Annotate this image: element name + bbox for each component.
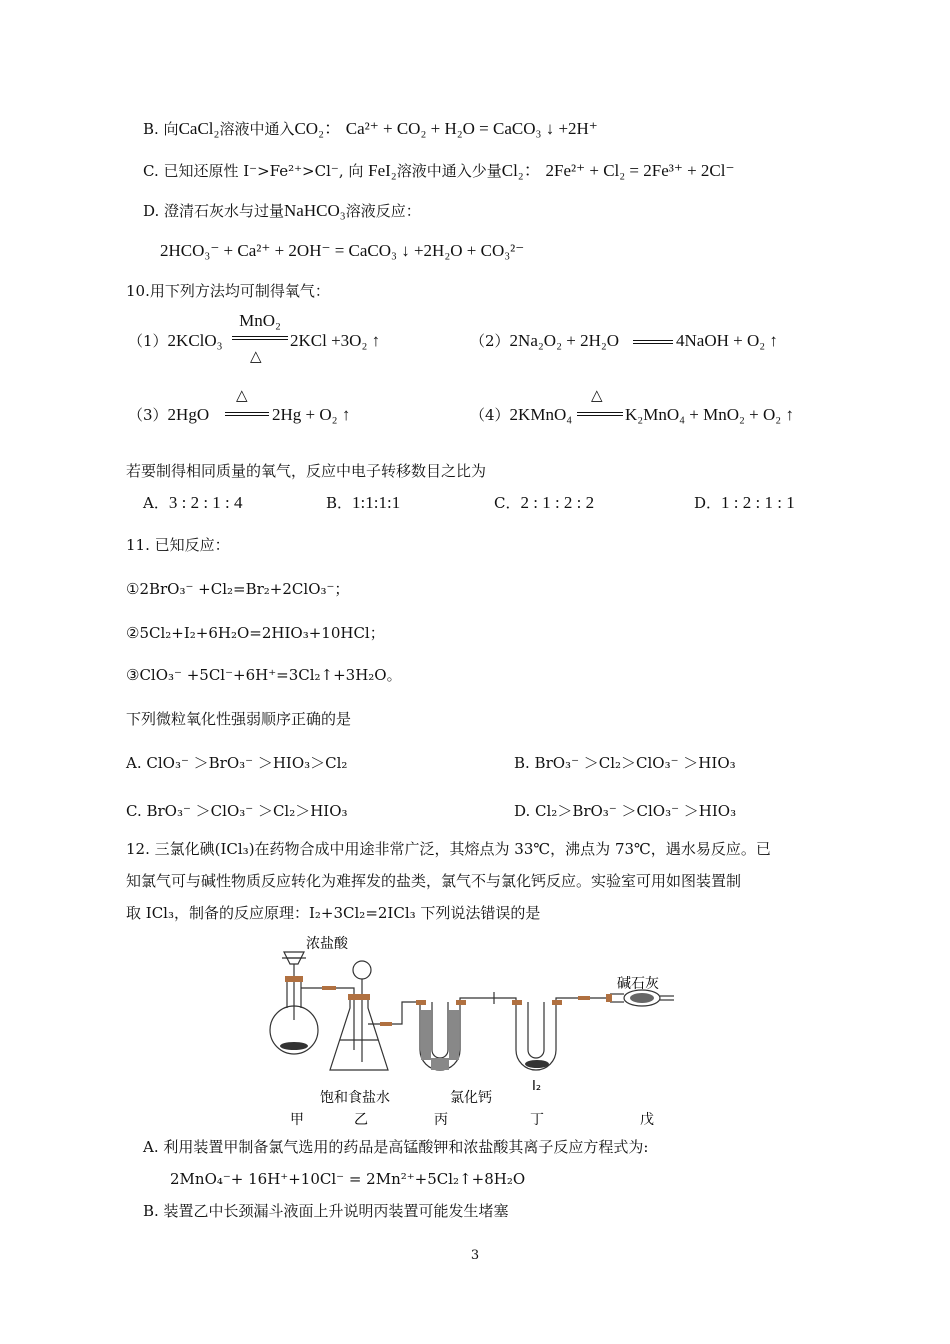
q11-reaction-3: ③ClO₃⁻ +5Cl⁻+6H⁺=3Cl₂↑+3H₂O。 bbox=[126, 666, 402, 684]
q10-r3-products: 2Hg + O₂ ↑ bbox=[272, 405, 351, 424]
q10-r3-heat: △ bbox=[236, 386, 248, 404]
q10-r1-heat: △ bbox=[250, 347, 262, 365]
label-iodine: I₂ bbox=[532, 1079, 542, 1094]
q10-option-b: B．1:1:1:1 bbox=[326, 493, 401, 512]
q12-stem-line-2: 知氯气可与碱性物质反应转化为难挥发的盐类，氯气不与氯化钙反应。实验室可用如图装置制 bbox=[126, 872, 742, 890]
q10-r1-products: 2KCl +3O₂ ↑ bbox=[290, 331, 381, 350]
q10-question: 若要制得相同质量的氧气，反应中电子转移数目之比为 bbox=[126, 462, 487, 480]
q10-stem: 10.用下列方法均可制得氧气： bbox=[126, 282, 330, 300]
q10-reaction-4: （4）2KMnO₄ bbox=[470, 405, 573, 424]
q11-reaction-1: ①2BrO₃⁻ +Cl₂=Br₂+2ClO₃⁻； bbox=[126, 580, 350, 598]
label-cacl2: 氯化钙 bbox=[450, 1090, 492, 1106]
q12-option-a: A. 利用装置甲制备氯气选用的药品是高锰酸钾和浓盐酸其离子反应方程式为: bbox=[143, 1138, 649, 1156]
q11-option-d: D. Cl₂＞BrO₃⁻ ＞ClO₃⁻ ＞HIO₃ bbox=[514, 802, 737, 820]
q10-r3-double-bar bbox=[225, 412, 269, 416]
q11-option-a: A. ClO₃⁻ ＞BrO₃⁻ ＞HIO₃＞Cl₂ bbox=[126, 754, 348, 772]
label-jia: 甲 bbox=[290, 1112, 304, 1128]
q10-option-a: A．3 : 2 : 1 : 4 bbox=[143, 493, 243, 512]
q11-option-c: C. BrO₃⁻ ＞ClO₃⁻ ＞Cl₂＞HIO₃ bbox=[126, 802, 348, 820]
q12-stem-line-3: 取 ICl₃，制备的反应原理：I₂+3Cl₂=2ICl₃ 下列说法错误的是 bbox=[126, 904, 541, 922]
apparatus-diagram bbox=[262, 930, 682, 1130]
q10-reaction-1: （1）2KClO₃ bbox=[128, 331, 223, 350]
q10-option-d: D．1 : 2 : 1 : 1 bbox=[694, 493, 795, 512]
label-soda-lime: 碱石灰 bbox=[617, 976, 659, 992]
q11-reaction-2: ②5Cl₂+I₂+6H₂O=2HIO₃+10HCl； bbox=[126, 624, 385, 642]
u-tube-iodine bbox=[516, 1002, 556, 1070]
q10-r4-products: K₂MnO₄ + MnO₂ + O₂ ↑ bbox=[625, 405, 794, 424]
q10-r2-products: 4NaOH + O₂ ↑ bbox=[676, 331, 778, 350]
page-number: 3 bbox=[470, 1248, 480, 1263]
label-ding: 丁 bbox=[530, 1112, 544, 1128]
q10-r2-double-bar bbox=[633, 340, 673, 344]
q11-option-b: B. BrO₃⁻ ＞Cl₂＞ClO₃⁻ ＞HIO₃ bbox=[514, 754, 736, 772]
q12-option-a-equation: 2MnO₄⁻+ 16H⁺+10Cl⁻ = 2Mn²⁺+5Cl₂↑+8H₂O bbox=[170, 1170, 526, 1188]
q10-r1-catalyst: MnO₂ bbox=[239, 311, 281, 330]
q10-option-c: C．2 : 1 : 2 : 2 bbox=[494, 493, 595, 512]
label-brine: 饱和食盐水 bbox=[320, 1090, 390, 1106]
label-conc-hcl: 浓盐酸 bbox=[306, 936, 348, 952]
q9-option-c: C. 已知还原性 I⁻>Fe²⁺>Cl⁻, 向 FeI₂溶液中通入少量Cl₂： 2Fe²⁺ + Cl₂ = 2Fe³⁺ + 2Cl⁻ bbox=[143, 161, 735, 180]
q10-r4-heat: △ bbox=[591, 386, 603, 404]
q12-stem-line-1: 12. 三氯化碘(ICl₃)在药物合成中用途非常广泛，其熔点为 33℃，沸点为 73℃，遇水易反应。已 bbox=[126, 840, 771, 858]
label-bing: 丙 bbox=[434, 1112, 448, 1128]
q9-option-d-equation: 2HCO₃⁻ + Ca²⁺ + 2OH⁻ = CaCO₃ ↓ +2H₂O + CO₃²⁻ bbox=[160, 241, 525, 260]
q10-reaction-2: （2）2Na₂O₂ + 2H₂O bbox=[470, 331, 620, 350]
label-yi: 乙 bbox=[354, 1112, 368, 1128]
q10-r1-double-bar bbox=[232, 336, 288, 340]
q11-stem: 11. 已知反应： bbox=[126, 536, 230, 554]
q9-option-d: D. 澄清石灰水与过量NaHCO₃溶液反应： bbox=[143, 201, 421, 220]
q10-reaction-3: （3）2HgO bbox=[128, 405, 210, 424]
q11-question: 下列微粒氧化性强弱顺序正确的是 bbox=[126, 710, 352, 728]
conical-flask bbox=[330, 998, 388, 1070]
q9-option-b: B. 向CaCl₂溶液中通入CO₂： Ca²⁺ + CO₂ + H₂O = CaCO₃ ↓ +2H⁺ bbox=[143, 119, 598, 138]
q12-option-b: B. 装置乙中长颈漏斗液面上升说明丙装置可能发生堵塞 bbox=[143, 1202, 509, 1220]
q10-r4-double-bar bbox=[577, 412, 623, 416]
label-wu: 戊 bbox=[640, 1112, 654, 1128]
